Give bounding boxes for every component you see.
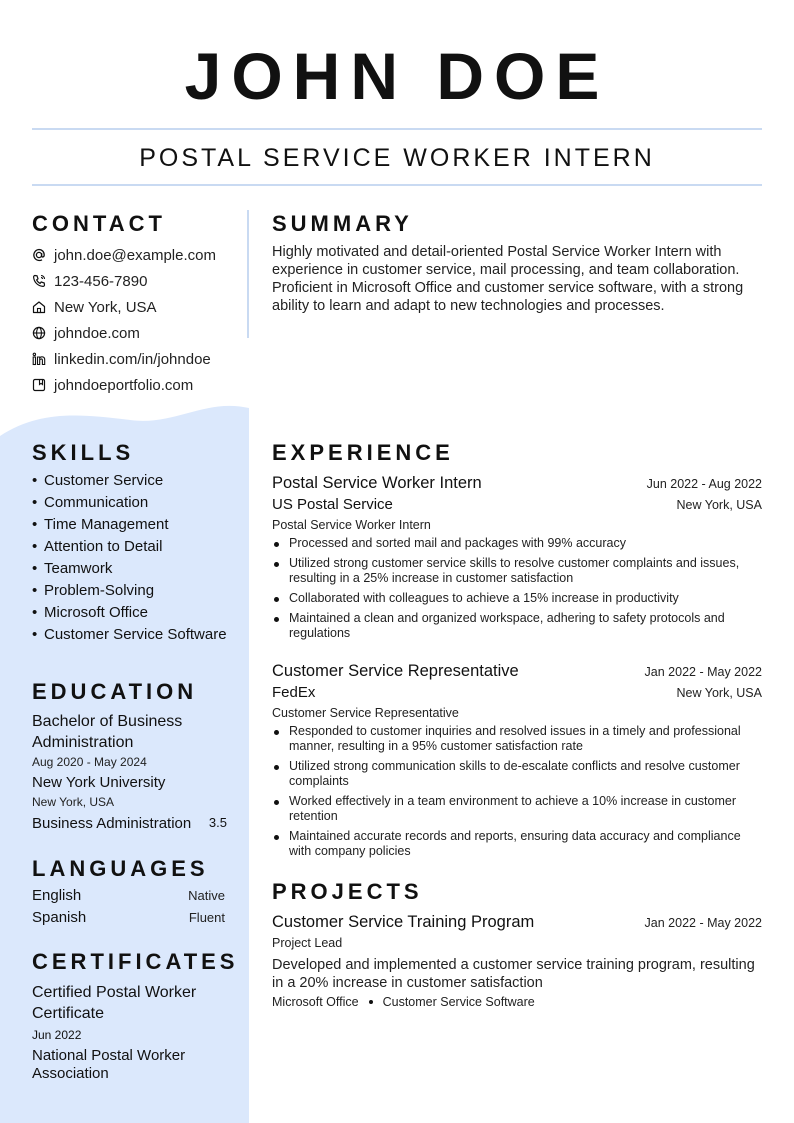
contact-item-email[interactable]: [32, 242, 216, 268]
contact-phone-text: 123-456-7890: [54, 272, 148, 290]
job-bullet: Responded to customer inquiries and resolved issues in a timely and professional manner, resulting in a 95% customer satisfaction rate: [272, 724, 762, 754]
certificate-org: National Postal Worker Association: [32, 1047, 186, 1082]
certificate-entry: [32, 982, 232, 1083]
skill-item: • Microsoft Office: [32, 604, 232, 622]
candidate-name: JOHN DOE: [184, 39, 610, 113]
job-bullet: Maintained a clean and organized workspace, adhering to safety protocols and regulations: [272, 611, 762, 641]
skill-item: • Teamwork: [32, 560, 232, 578]
contact-website-text: johndoe.com: [54, 324, 140, 342]
globe-icon: [32, 326, 46, 340]
skill-item: • Customer Service Software: [32, 626, 232, 644]
column-divider: [247, 210, 249, 338]
contact-email-text: john.doe@example.com: [54, 246, 216, 264]
job-company-row: [272, 494, 762, 516]
summary-text: Highly motivated and detail-oriented Postal Service Worker Intern with experience in customer service, mail processing, and team collaboration. Proficient in Microsoft Office and customer service software, with a strong ability to learn and adapt to new technologies and processes.: [272, 244, 744, 314]
language-row: [32, 909, 225, 931]
experience-entry: [272, 660, 762, 864]
education-location: New York, USA: [32, 795, 115, 809]
project-title-row: [272, 911, 762, 933]
education-entry: [32, 711, 227, 832]
job-role: Customer Service Representative: [272, 706, 459, 720]
language-level: Native: [188, 888, 225, 903]
contact-item-linkedin[interactable]: [32, 346, 216, 372]
certificates-heading: CERTIFICATES: [32, 949, 239, 974]
candidate-title: POSTAL SERVICE WORKER INTERN: [139, 144, 655, 172]
skill-item: • Communication: [32, 494, 232, 512]
summary-heading: SUMMARY: [272, 211, 413, 236]
job-bullet: Utilized strong customer service skills to resolve customer complaints and issues, resulting in a 25% increase in customer satisfaction: [272, 556, 762, 586]
certificate-date: Jun 2022: [32, 1028, 82, 1042]
experience-entry: [272, 472, 762, 646]
header-rule-top: [32, 128, 762, 130]
skills-list: [32, 472, 232, 648]
contact-location-text: New York, USA: [54, 298, 157, 316]
job-title: Customer Service Representative: [272, 662, 519, 680]
job-bullet: Utilized strong communication skills to de-escalate conflicts and resolve customer complaints: [272, 759, 762, 789]
education-gpa: 3.5: [208, 815, 227, 830]
job-bullet: Processed and sorted mail and packages with 99% accuracy: [272, 536, 762, 551]
skills-heading: SKILLS: [32, 440, 135, 465]
education-field-row: [32, 815, 227, 832]
education-heading: EDUCATION: [32, 679, 198, 704]
portfolio-icon: [32, 378, 46, 392]
contact-item-website[interactable]: [32, 320, 216, 346]
education-school: New York University: [32, 774, 166, 791]
linkedin-icon: [32, 352, 46, 366]
project-tag: Customer Service Software: [382, 995, 535, 1009]
job-bullets: [272, 536, 762, 641]
language-level: Fluent: [188, 910, 225, 925]
project-role: Project Lead: [272, 936, 343, 950]
project-entry: [272, 911, 762, 1009]
job-company: US Postal Service: [272, 496, 393, 513]
experience-heading: EXPERIENCE: [272, 440, 454, 465]
education-dates: Aug 2020 - May 2024: [32, 755, 147, 769]
contact-list: [32, 242, 216, 398]
job-dates: Jun 2022 - Aug 2022: [646, 477, 762, 491]
education-field: Business Administration: [32, 815, 192, 832]
contact-item-portfolio[interactable]: [32, 372, 216, 398]
contact-item-phone[interactable]: [32, 268, 216, 294]
certificate-title: Certified Postal Worker Certificate: [32, 984, 197, 1022]
job-company-row: [272, 682, 762, 704]
job-location: New York, USA: [676, 498, 762, 512]
languages-heading: LANGUAGES: [32, 856, 209, 881]
job-title-row: [272, 660, 762, 682]
tag-separator-dot: [369, 1000, 373, 1004]
job-title: Postal Service Worker Intern: [272, 474, 482, 492]
job-dates: Jan 2022 - May 2022: [644, 665, 762, 679]
contact-portfolio-text: johndoeportfolio.com: [54, 376, 194, 394]
skill-item: • Problem-Solving: [32, 582, 232, 600]
project-title: Customer Service Training Program: [272, 913, 535, 931]
project-description: Developed and implemented a customer service training program, resulting in a 20% increase in customer satisfaction: [272, 957, 755, 991]
skill-item: • Time Management: [32, 516, 232, 534]
contact-linkedin-text: linkedin.com/in/johndoe: [54, 350, 211, 368]
language-name: English: [32, 887, 82, 904]
contact-heading: CONTACT: [32, 211, 166, 236]
job-bullet: Maintained accurate records and reports, ensuring data accuracy and compliance with company policies: [272, 829, 762, 859]
phone-icon: [32, 274, 46, 288]
languages-list: [32, 887, 225, 931]
job-bullets: [272, 724, 762, 859]
contact-item-location: [32, 294, 216, 320]
skill-item: • Customer Service: [32, 472, 232, 490]
language-name: Spanish: [32, 909, 87, 926]
job-title-row: [272, 472, 762, 494]
job-location: New York, USA: [676, 686, 762, 700]
job-company: FedEx: [272, 684, 316, 701]
header-rule-bottom: [32, 184, 762, 186]
project-tag: Microsoft Office: [272, 995, 359, 1009]
project-dates: Jan 2022 - May 2022: [644, 916, 762, 930]
language-row: [32, 887, 225, 909]
job-role: Postal Service Worker Intern: [272, 518, 431, 532]
skill-item: • Attention to Detail: [32, 538, 232, 556]
project-tags: [272, 995, 762, 1009]
job-bullet: Worked effectively in a team environment to achieve a 10% increase in customer retention: [272, 794, 762, 824]
education-degree: Bachelor of Business Administration: [32, 713, 183, 751]
projects-heading: PROJECTS: [272, 879, 423, 904]
job-bullet: Collaborated with colleagues to achieve a 15% increase in productivity: [272, 591, 762, 606]
home-icon: [32, 300, 46, 314]
at-icon: [32, 248, 46, 262]
